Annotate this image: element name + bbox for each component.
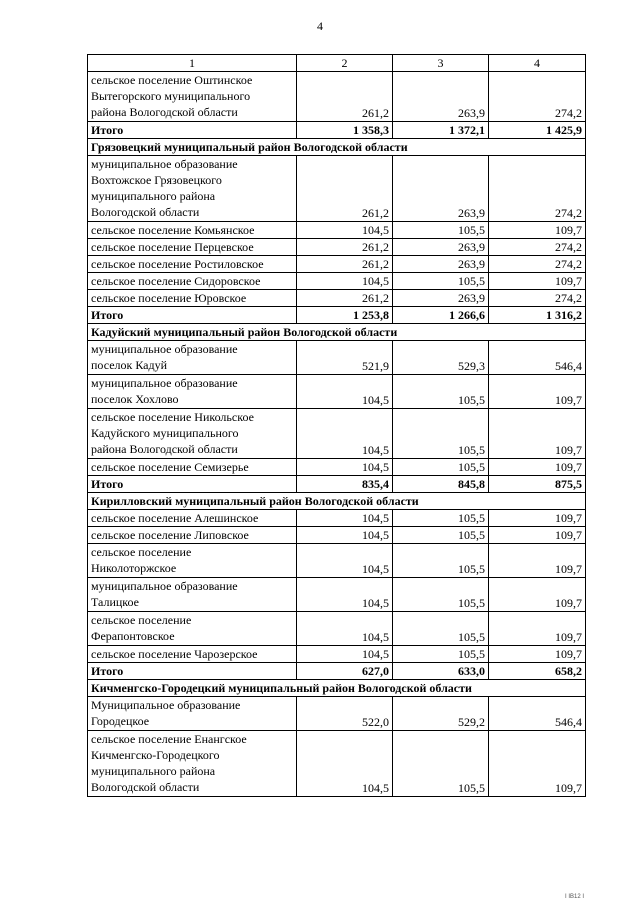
value-col-4: 109,7: [489, 375, 586, 409]
value-col-3: 529,3: [393, 341, 489, 375]
value-col-4: 109,7: [489, 459, 586, 476]
name-line: поселок Кадуй: [91, 358, 168, 372]
value-col-2: 104,5: [297, 612, 393, 646]
total-row: [88, 307, 586, 324]
name-line: муниципальное образование: [91, 342, 238, 356]
value-col-2: 261,2: [297, 290, 393, 307]
municipality-name: [88, 527, 297, 544]
municipality-name: [88, 375, 297, 409]
name-line: муниципальное образование: [91, 579, 238, 593]
value-col-3: 1 266,6: [393, 307, 489, 324]
value-col-4: 109,7: [489, 273, 586, 290]
name-line: сельское поселение Оштинское: [91, 73, 253, 87]
municipality-name: [88, 290, 297, 307]
section-title: Грязовецкий муниципальный район Вологодской области: [88, 139, 586, 156]
municipality-name: [88, 341, 297, 375]
value-col-2: 627,0: [297, 663, 393, 680]
value-col-2: 104,5: [297, 375, 393, 409]
table-row: [88, 544, 586, 578]
value-col-3: 105,5: [393, 731, 489, 797]
table-row: [88, 409, 586, 459]
value-col-2: 261,2: [297, 256, 393, 273]
name-line: сельское поселение Никольское: [91, 410, 254, 424]
value-col-4: 109,7: [489, 222, 586, 239]
name-line: Ферапонтовское: [91, 629, 175, 643]
value-col-4: 274,2: [489, 290, 586, 307]
section-title: Кичменгско-Городецкий муниципальный район Вологодской области: [88, 680, 586, 697]
value-col-3: 633,0: [393, 663, 489, 680]
value-col-4: 546,4: [489, 697, 586, 731]
name-line: сельское поселение Перцевское: [91, 240, 254, 254]
table-body: [88, 55, 586, 797]
table-row: [88, 156, 586, 222]
municipality-name: [88, 646, 297, 663]
name-line: поселок Хохлово: [91, 392, 179, 406]
header-row: [88, 55, 586, 72]
name-line: Кадуйского муниципального: [91, 426, 239, 440]
section-row: [88, 324, 586, 341]
table-row: [88, 290, 586, 307]
municipality-name: [88, 72, 297, 122]
name-line: сельское поселение Юровское: [91, 291, 247, 305]
name-line: сельское поселение: [91, 613, 192, 627]
page-number: 4: [317, 19, 323, 33]
value-col-3: 105,5: [393, 409, 489, 459]
value-col-4: 875,5: [489, 476, 586, 493]
table-row: [88, 72, 586, 122]
name-line: Вохтожское Грязовецкого: [91, 173, 222, 187]
value-col-3: 529,2: [393, 697, 489, 731]
value-col-4: 546,4: [489, 341, 586, 375]
municipality-name: [88, 578, 297, 612]
name-line: сельское поселение: [91, 545, 192, 559]
value-col-4: 274,2: [489, 239, 586, 256]
municipality-name: [88, 731, 297, 797]
value-col-3: 263,9: [393, 239, 489, 256]
value-col-2: 104,5: [297, 222, 393, 239]
value-col-3: 105,5: [393, 273, 489, 290]
name-line: Николоторжское: [91, 561, 177, 575]
municipality-name: [88, 459, 297, 476]
value-col-4: 109,7: [489, 646, 586, 663]
value-col-2: 835,4: [297, 476, 393, 493]
table-row: [88, 256, 586, 273]
value-col-4: 109,7: [489, 510, 586, 527]
value-col-4: 274,2: [489, 156, 586, 222]
value-col-3: 105,5: [393, 222, 489, 239]
total-label: Итого: [88, 307, 297, 324]
header-cell-3: 3: [393, 55, 489, 72]
municipality-name: [88, 239, 297, 256]
name-line: района Вологодской области: [91, 105, 238, 119]
value-col-2: 1 253,8: [297, 307, 393, 324]
name-line: сельское поселение Семизерье: [91, 460, 249, 474]
name-line: Муниципальное образование: [91, 698, 241, 712]
municipality-name: [88, 544, 297, 578]
value-col-4: 109,7: [489, 578, 586, 612]
municipality-name: [88, 612, 297, 646]
value-col-3: 263,9: [393, 256, 489, 273]
value-col-4: 109,7: [489, 527, 586, 544]
name-line: муниципального района: [91, 189, 216, 203]
table-row: [88, 375, 586, 409]
name-line: сельское поселение Липовское: [91, 528, 249, 542]
value-col-3: 105,5: [393, 578, 489, 612]
value-col-2: 104,5: [297, 578, 393, 612]
header-cell-1: 1: [88, 55, 297, 72]
name-line: сельское поселение Чарозерское: [91, 647, 258, 661]
value-col-3: 105,5: [393, 510, 489, 527]
table-row: [88, 239, 586, 256]
municipality-name: [88, 510, 297, 527]
name-line: Городецкое: [91, 714, 150, 728]
municipality-name: [88, 222, 297, 239]
table-row: [88, 222, 586, 239]
value-col-2: 1 358,3: [297, 122, 393, 139]
value-col-2: 104,5: [297, 510, 393, 527]
value-col-3: 105,5: [393, 544, 489, 578]
name-line: Кичменгско-Городецкого: [91, 748, 220, 762]
header-cell-4: 4: [489, 55, 586, 72]
value-col-3: 263,9: [393, 72, 489, 122]
value-col-2: 261,2: [297, 156, 393, 222]
value-col-3: 105,5: [393, 375, 489, 409]
value-col-4: 658,2: [489, 663, 586, 680]
total-row: [88, 122, 586, 139]
value-col-2: 104,5: [297, 544, 393, 578]
value-col-3: 263,9: [393, 290, 489, 307]
name-line: муниципальное образование: [91, 376, 238, 390]
value-col-3: 105,5: [393, 459, 489, 476]
value-col-4: 109,7: [489, 544, 586, 578]
table-row: [88, 527, 586, 544]
value-col-3: 263,9: [393, 156, 489, 222]
section-row: [88, 493, 586, 510]
name-line: муниципальное образование: [91, 157, 238, 171]
table-row: [88, 646, 586, 663]
table-row: [88, 273, 586, 290]
value-col-3: 105,5: [393, 527, 489, 544]
name-line: района Вологодской области: [91, 442, 238, 456]
table-row: [88, 612, 586, 646]
table-row: [88, 578, 586, 612]
name-line: сельское поселение Алешинское: [91, 511, 259, 525]
table-row: [88, 697, 586, 731]
section-row: [88, 680, 586, 697]
section-title: Кадуйский муниципальный район Вологодской области: [88, 324, 586, 341]
value-col-2: 261,2: [297, 239, 393, 256]
name-line: Талицкое: [91, 595, 139, 609]
name-line: сельское поселение Сидоровское: [91, 274, 261, 288]
value-col-4: 109,7: [489, 612, 586, 646]
municipality-name: [88, 156, 297, 222]
header-cell-2: 2: [297, 55, 393, 72]
value-col-4: 1 316,2: [489, 307, 586, 324]
total-row: [88, 663, 586, 680]
value-col-2: 104,5: [297, 731, 393, 797]
value-col-4: 1 425,9: [489, 122, 586, 139]
municipality-name: [88, 697, 297, 731]
name-line: сельское поселение Ростиловское: [91, 257, 264, 271]
value-col-2: 521,9: [297, 341, 393, 375]
value-col-2: 261,2: [297, 72, 393, 122]
total-label: Итого: [88, 122, 297, 139]
value-col-4: 109,7: [489, 409, 586, 459]
section-title: Кирилловский муниципальный район Вологодской области: [88, 493, 586, 510]
name-line: Вологодской области: [91, 205, 200, 219]
table-row: [88, 341, 586, 375]
name-line: Вытегорского муниципального: [91, 89, 251, 103]
value-col-2: 104,5: [297, 527, 393, 544]
table-row: [88, 510, 586, 527]
municipality-name: [88, 409, 297, 459]
name-line: сельское поселение Комьянское: [91, 223, 255, 237]
total-label: Итого: [88, 476, 297, 493]
value-col-3: 105,5: [393, 612, 489, 646]
value-col-2: 104,5: [297, 459, 393, 476]
total-row: [88, 476, 586, 493]
table-row: [88, 731, 586, 797]
name-line: сельское поселение Енангское: [91, 732, 247, 746]
value-col-4: 274,2: [489, 256, 586, 273]
value-col-3: 845,8: [393, 476, 489, 493]
allocation-table: [87, 54, 586, 797]
value-col-2: 104,5: [297, 646, 393, 663]
value-col-4: 274,2: [489, 72, 586, 122]
municipality-name: [88, 273, 297, 290]
value-col-2: 104,5: [297, 409, 393, 459]
value-col-3: 1 372,1: [393, 122, 489, 139]
name-line: муниципального района: [91, 764, 216, 778]
footer-stamp: I IB12 I: [564, 894, 584, 900]
value-col-3: 105,5: [393, 646, 489, 663]
section-row: [88, 139, 586, 156]
total-label: Итого: [88, 663, 297, 680]
table-row: [88, 459, 586, 476]
value-col-2: 522,0: [297, 697, 393, 731]
name-line: Вологодской области: [91, 780, 200, 794]
value-col-2: 104,5: [297, 273, 393, 290]
municipality-name: [88, 256, 297, 273]
value-col-4: 109,7: [489, 731, 586, 797]
